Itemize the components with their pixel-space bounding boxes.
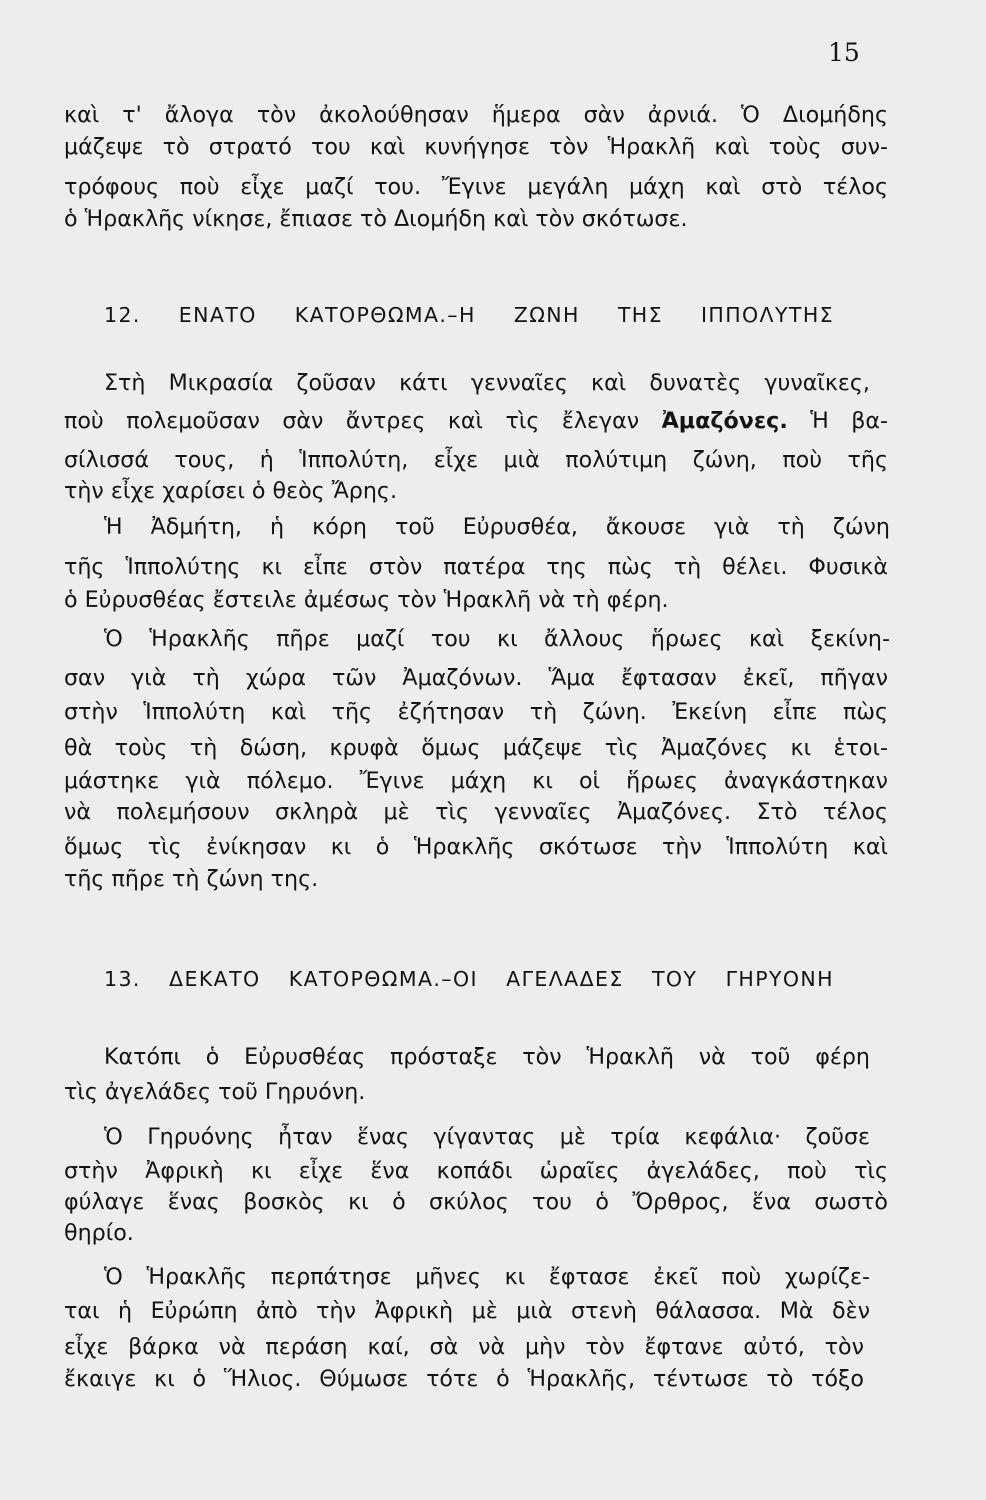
text-line: ται ἡ Εὐρώπη ἀπὸ τὴν Ἀφρικὴ μὲ μιὰ στενὴ θάλασσα. Μὰ δὲν: [64, 1298, 870, 1324]
text-line: στὴν Ἱππολύτη καὶ τῆς ἐζήτησαν τὴ ζώνη. Ἐκείνη εἶπε πὼς: [64, 699, 888, 725]
text-line: σαν γιὰ τὴ χώρα τῶν Ἀμαζόνων. Ἅμα ἔφτασαν ἐκεῖ, πῆγαν: [64, 665, 888, 691]
text-line: καὶ τ' ἄλογα τὸν ἀκολούθησαν ἥμερα σὰν ἀρνιά. Ὁ Διομήδης: [64, 102, 888, 128]
text-line: σίλισσά τους, ἡ Ἱππολύτη, εἶχε μιὰ πολύτιμη ζώνη, ποὺ τῆς: [64, 447, 888, 473]
text-segment: Ἡ βα-: [787, 408, 889, 434]
text-line: μάζεψε τὸ στρατό του καὶ κυνήγησε τὸν Ἡρακλῆ καὶ τοὺς συν-: [64, 134, 888, 160]
text-line: στὴν Ἀφρικὴ κι εἶχε ἕνα κοπάδι ὡραῖες ἀγελάδες, ποὺ τὶς: [64, 1158, 888, 1184]
text-line: τρόφους ποὺ εἶχε μαζί του. Ἔγινε μεγάλη μάχη καὶ στὸ τέλος: [64, 174, 888, 200]
text-line: ὁ Ἡρακλῆς νίκησε, ἔπιασε τὸ Διομήδη καὶ τὸν σκότωσε.: [64, 206, 688, 232]
text-line: τὶς ἀγελάδες τοῦ Γηρυόνη.: [64, 1079, 366, 1105]
text-segment: ποὺ πολεμοῦσαν σὰν ἄντρες καὶ τὶς ἔλεγαν: [64, 408, 662, 434]
amazones-bold-word: Ἀμαζόνες.: [661, 408, 788, 434]
text-line: τῆς πῆρε τὴ ζώνη της.: [64, 866, 319, 892]
text-line: Ὁ Ἡρακλῆς περπάτησε μῆνες κι ἔφτασε ἐκεῖ ποὺ χωρίζε-: [104, 1264, 870, 1290]
text-line: φύλαγε ἕνας βοσκὸς κι ὁ σκύλος του ὁ Ὄρθρος, ἕνα σωστὸ: [64, 1189, 888, 1215]
text-line: τῆς Ἱππολύτης κι εἶπε στὸν πατέρα της πὼς τὴ θέλει. Φυσικὰ: [64, 554, 888, 580]
text-line: Στὴ Μικρασία ζοῦσαν κάτι γενναῖες καὶ δυνατὲς γυναῖκες,: [104, 370, 870, 396]
page-number: 15: [828, 38, 860, 67]
section-12-heading: 12. ΕΝΑΤΟ ΚΑΤΟΡΘΩΜΑ.–Η ΖΩΝΗ ΤΗΣ ΙΠΠΟΛΥΤΗΣ: [104, 303, 834, 327]
text-line: θὰ τοὺς τὴ δώση, κρυφὰ ὅμως μάζεψε τὶς Ἀμαζόνες κι ἑτοι-: [64, 735, 888, 761]
text-line: Ὁ Γηρυόνης ἦταν ἕνας γίγαντας μὲ τρία κεφάλια· ζοῦσε: [104, 1124, 870, 1150]
text-line: [64, 406, 888, 436]
text-line: τὴν εἶχε χαρίσει ὁ θεὸς Ἄρης.: [64, 478, 398, 504]
text-line: ἔκαιγε κι ὁ Ἥλιος. Θύμωσε τότε ὁ Ἡρακλῆς, τέντωσε τὸ τόξο: [64, 1366, 864, 1392]
section-13-heading: 13. ΔΕΚΑΤΟ ΚΑΤΟΡΘΩΜΑ.–ΟΙ ΑΓΕΛΑΔΕΣ ΤΟΥ ΓΗΡΥΟΝΗ: [104, 967, 834, 991]
text-line: μάστηκε γιὰ πόλεμο. Ἔγινε μάχη κι οἱ ἥρωες ἀναγκάστηκαν: [64, 768, 888, 794]
text-line: Ἡ Ἀδμήτη, ἡ κόρη τοῦ Εὐρυσθέα, ἄκουσε γιὰ τὴ ζώνη: [104, 514, 890, 540]
text-line: Ὁ Ἡρακλῆς πῆρε μαζί του κι ἄλλους ἥρωες καὶ ξεκίνη-: [104, 626, 890, 652]
text-line: νὰ πολεμήσουν σκληρὰ μὲ τὶς γενναῖες Ἀμαζόνες. Στὸ τέλος: [64, 799, 888, 825]
text-line: ὁ Εὐρυσθέας ἔστειλε ἀμέσως τὸν Ἡρακλῆ νὰ τὴ φέρη.: [64, 587, 669, 613]
text-line: Κατόπι ὁ Εὐρυσθέας πρόσταξε τὸν Ἡρακλῆ νὰ τοῦ φέρη: [104, 1044, 870, 1070]
text-line: εἶχε βάρκα νὰ περάση καί, σὰ νὰ μὴν τὸν ἔφτανε αὐτό, τὸν: [64, 1334, 864, 1360]
text-line: θηρίο.: [64, 1220, 134, 1246]
text-line: ὅμως τὶς ἐνίκησαν κι ὁ Ἡρακλῆς σκότωσε τὴν Ἱππολύτη καὶ: [64, 834, 888, 860]
